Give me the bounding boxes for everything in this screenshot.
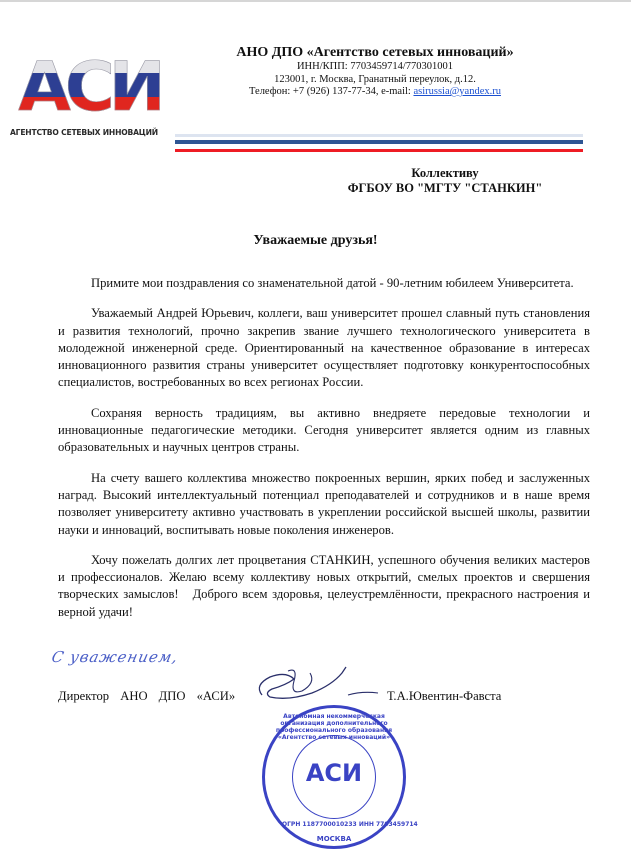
phone-text: Телефон: +7 (926) 137-77-34, e-mail: (249, 86, 414, 97)
stamp-center-text: АСИ (305, 759, 363, 787)
letter-body (58, 275, 594, 634)
flag-stripe-white (175, 134, 583, 137)
signature (252, 665, 382, 705)
stamp-city: МОСКВА (316, 835, 352, 843)
letter-greeting: Уважаемые друзья! (253, 233, 378, 248)
logo-letters: АСИ (8, 50, 170, 126)
paragraph-4 (58, 470, 590, 539)
paragraph-2 (58, 305, 590, 391)
org-contacts (220, 86, 530, 99)
paragraph-text: Сохраняя верность традициям, вы активно внедряете передовые технологии и инновационные педагогические методики. Сегодня университет является одним из главных образовательных и научных центров страны. (58, 405, 590, 455)
org-name: АНО ДПО «Агентство сетевых инноваций» (236, 45, 514, 60)
paragraph-1 (58, 275, 590, 292)
stamp-inn: ИНН 7703459714 (358, 821, 418, 828)
addressee-line-1: Коллективу (411, 166, 479, 180)
logo-caption: АГЕНТСТВО СЕТЕВЫХ ИННОВАЦИЙ (10, 128, 158, 137)
email-link[interactable]: asirussia@yandex.ru (413, 86, 501, 97)
stamp-ids (282, 821, 418, 828)
director-title: Директор АНО ДПО «АСИ» (58, 689, 236, 703)
signer-name: Т.А.Ювентин-Фавста (387, 689, 502, 703)
asi-logo (8, 50, 170, 126)
paragraph-text: Примите мои поздравления со знаменательной датой - 90-летним юбилеем Университета. (91, 276, 574, 290)
paragraph-5 (58, 552, 594, 621)
handwritten-regards: С уважением, (50, 648, 181, 666)
addressee-line-2: ФГБОУ ВО "МГТУ "СТАНКИН" (347, 181, 543, 195)
inn-kpp: ИНН/КПП: 7703459714/770301001 (296, 61, 454, 72)
letterhead-header (220, 45, 530, 99)
signature-scribble (252, 665, 382, 705)
addressee-block (320, 166, 570, 196)
flag-stripe-red (175, 149, 583, 152)
stamp-ogrn: ОГРН 1187700010233 (282, 821, 357, 828)
org-address: 123001, г. Москва, Гранатный переулок, д.12. (274, 73, 476, 85)
paragraph-text: На счету вашего коллектива множество покроенных вершин, ярких побед и заслуженных наград. Высокий интеллектуальный потенциал преподавателей и сотрудников и в наше время позволяет университету активно участвовать в укреплении российской высшей школы, развитии науки и инноваций, воспитывать новые поколения инженеров. (58, 470, 590, 537)
paragraph-text: Хочу пожелать долгих лет процветания СТАНКИН, успешного обучения великих мастеров и профессионалов. Желаю всему коллективу новых открытий, смелых проектов и свершения творческих замыслов! Доброго всем здоровья, целеустремлённости, прекрасного настроения и верной удачи! (58, 552, 594, 619)
official-stamp (262, 705, 418, 855)
stamp-ring-text: Автономная некоммерческая организация дополнительного профессионального образования «Агентство сетевых инноваций» (275, 713, 393, 741)
flag-stripe-blue (175, 140, 583, 144)
paragraph-3 (58, 405, 590, 457)
paragraph-text: Уважаемый Андрей Юрьевич, коллеги, ваш университет прошел славный путь становления и развития технологий, прочно закрепив звание лучшего технологического университета в молодежной инженерной среде. Ориентированный на качественное образование в интересах инновационного развития страны университет осуществляет подготовку конкурентоспособных специалистов, востребованных во всех регионах России. (58, 306, 590, 390)
page-top-border (0, 0, 631, 2)
